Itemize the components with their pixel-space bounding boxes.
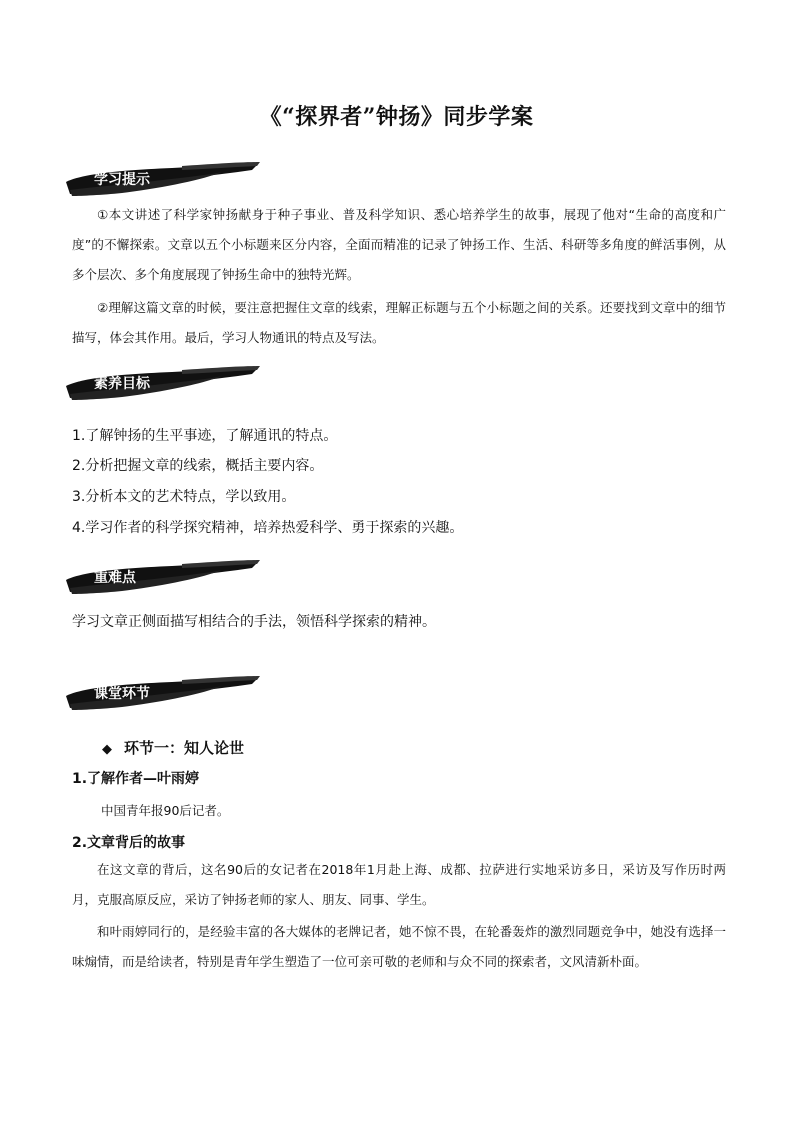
section-heading-key-points: 重难点 [94, 570, 136, 586]
goal-item-3: 3.分析本文的艺术特点，学以致用。 [72, 489, 296, 505]
step-heading-text: 环节一：知人论世 [124, 739, 245, 757]
section-banner-class [62, 674, 262, 714]
section-banner-goals [62, 364, 262, 404]
section-banner-key-points [62, 558, 262, 598]
diamond-icon: ◆ [102, 742, 112, 757]
section-heading-goals: 素养目标 [94, 376, 150, 392]
sub-heading-story: 2.文章背后的故事 [72, 835, 186, 851]
key-points-text: 学习文章正侧面描写相结合的手法，领悟科学探索的精神。 [72, 614, 436, 630]
ink-brush-stroke-icon [62, 558, 262, 598]
ink-brush-stroke-icon [62, 160, 262, 200]
goal-item-2: 2.分析把握文章的线索，概括主要内容。 [72, 458, 324, 474]
step-heading [102, 737, 244, 758]
document-title: 《“探界者”钟扬》同步学案 [259, 104, 534, 130]
goal-item-4: 4.学习作者的科学探究精神，培养热爱科学、勇于探索的兴趣。 [72, 520, 464, 536]
author-intro-text: 中国青年报90后记者。 [101, 803, 230, 818]
ink-brush-stroke-icon [62, 364, 262, 404]
story-paragraph-2: 和叶雨婷同行的，是经验丰富的各大媒体的老牌记者，她不惊不畏，在轮番轰炸的激烈同题竞争中，她没有选择一味煽情，而是给读者，特别是青年学生塑造了一位可亲可敬的老师和与众不同的探索者，文风清新朴面。 [72, 924, 726, 969]
tips-paragraph-2: ②理解这篇文章的时候，要注意把握住文章的线索，理解正标题与五个小标题之间的关系。还要找到文章中的细节描写，体会其作用。最后，学习人物通讯的特点及写法。 [72, 300, 726, 345]
section-heading-class: 课堂环节 [94, 686, 150, 702]
sub-heading-author: 1.了解作者—叶雨婷 [72, 771, 200, 787]
goal-item-1: 1.了解钟扬的生平事迹，了解通讯的特点。 [72, 428, 338, 444]
story-paragraph-1: 在这文章的背后，这名90后的女记者在2018年1月赴上海、成都、拉萨进行实地采访多日，采访及写作历时两月，克服高原反应，采访了钟扬老师的家人、朋友、同事、学生。 [72, 862, 726, 907]
section-heading-tips: 学习提示 [94, 172, 150, 188]
tips-paragraph-1: ①本文讲述了科学家钟扬献身于种子事业、普及科学知识、悉心培养学生的故事，展现了他对“生命的高度和广度”的不懈探索。文章以五个小标题来区分内容，全面而精准的记录了钟扬工作、生活、科研等多角度的鲜活事例，从多个层次、多个角度展现了钟扬生命中的独特光辉。 [72, 207, 726, 282]
ink-brush-stroke-icon [62, 674, 262, 714]
section-banner-tips [62, 160, 262, 200]
